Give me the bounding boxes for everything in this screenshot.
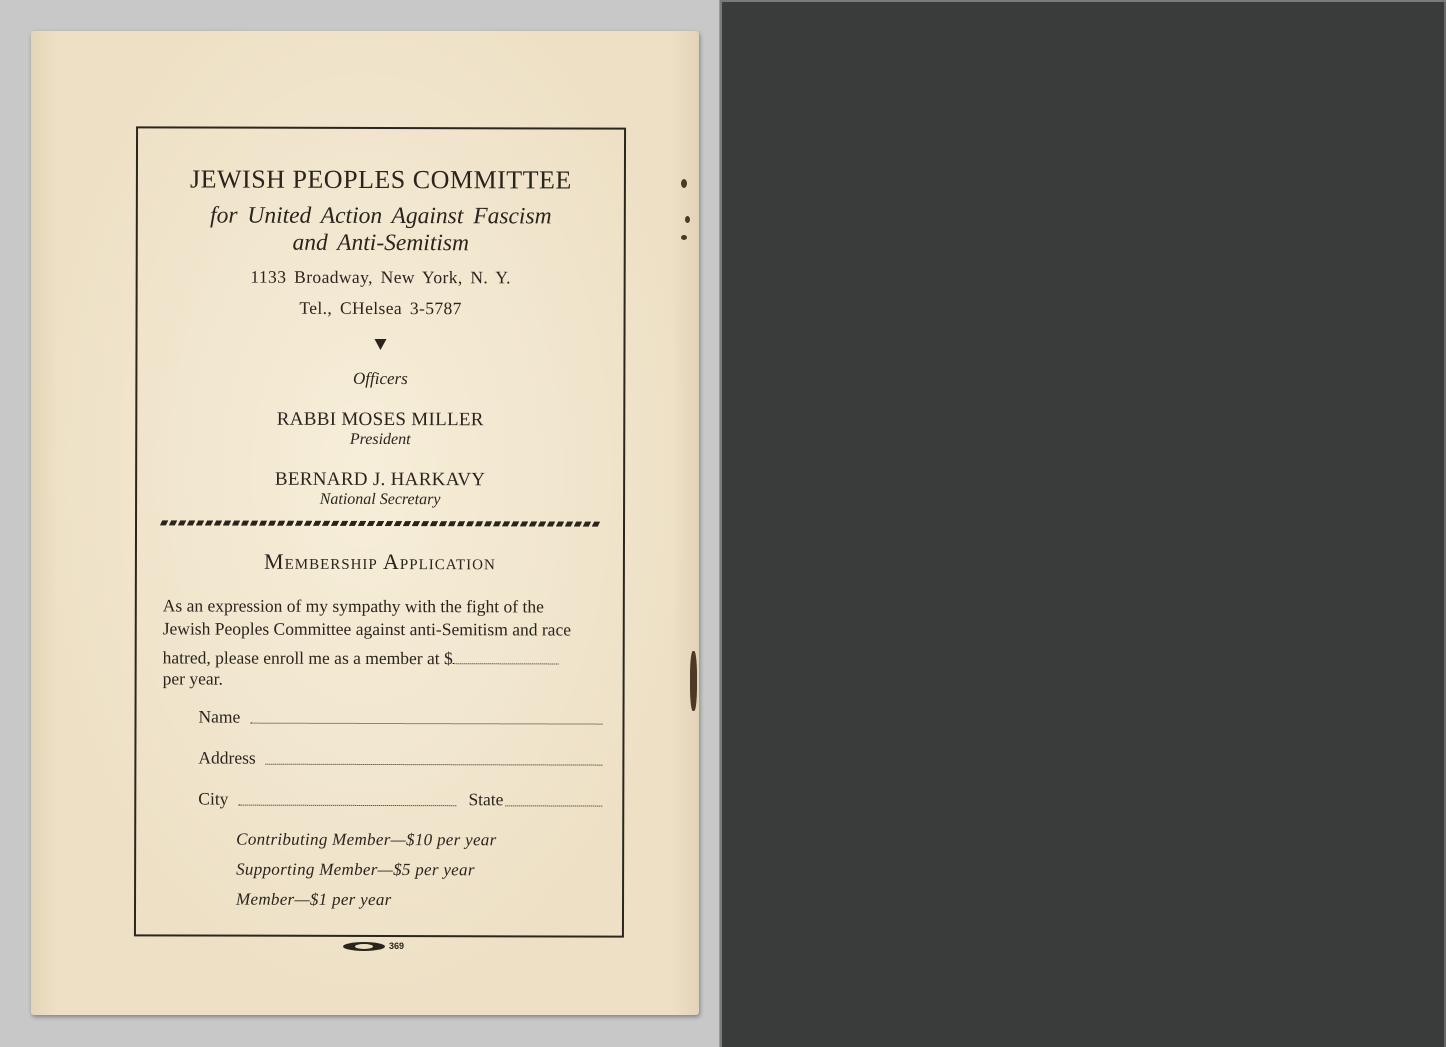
name-blank	[250, 722, 602, 725]
page-number: 369	[389, 941, 405, 951]
city-blank	[238, 804, 456, 807]
form-text-line: As an expression of my sympathy with the fight of the	[162, 595, 544, 617]
organization-title: JEWISH PEOPLES COMMITTEE	[189, 164, 572, 195]
page-view-pane[interactable]	[0, 0, 720, 1047]
form-text-line	[163, 646, 603, 670]
ink-stain	[681, 235, 687, 240]
amount-prompt: hatred, please enroll me as a member at $	[162, 647, 453, 669]
form-text-line: Jewish Peoples Committee against anti-Semitism and race	[162, 618, 572, 640]
address-blank	[266, 763, 603, 766]
name-label: Name	[198, 706, 241, 727]
officer-name-president: RABBI MOSES MILLER	[276, 408, 484, 431]
city-label: City	[198, 788, 229, 809]
form-heading: Membership Application	[263, 548, 496, 575]
membership-tier-contributing: Contributing Member—$10 per year	[236, 829, 497, 850]
document-page	[31, 31, 699, 1015]
ink-stain	[681, 179, 687, 188]
ink-stain	[685, 216, 690, 223]
officers-heading: Officers	[352, 368, 408, 389]
subtitle-line: and Anti-Semitism	[292, 229, 470, 257]
advertisement-box	[134, 126, 626, 937]
state-label: State	[468, 789, 504, 810]
state-blank	[505, 804, 602, 806]
form-body-text	[163, 594, 603, 688]
officer-name-secretary: BERNARD J. HARKAVY	[274, 468, 486, 491]
subtitle-line: for United Action Against Fascism	[210, 202, 552, 230]
empty-page-pane	[720, 0, 1446, 1047]
membership-tier-member: Member—$1 per year	[236, 889, 392, 910]
decorative-divider	[160, 520, 600, 526]
form-text-line: per year.	[162, 668, 223, 689]
page-footer	[343, 941, 404, 951]
address-field	[198, 748, 602, 770]
ink-stain	[690, 651, 697, 711]
organization-telephone: Tel., CHelsea 3-5787	[299, 297, 462, 319]
amount-blank	[453, 651, 559, 664]
address-label: Address	[198, 747, 256, 768]
officer-role-president: President	[349, 430, 411, 449]
organization-address: 1133 Broadway, New York, N. Y.	[250, 266, 511, 288]
union-label-icon	[343, 942, 385, 951]
officer-role-secretary: National Secretary	[319, 490, 441, 509]
name-field	[198, 707, 602, 729]
organization-subtitle	[168, 202, 594, 257]
triangle-ornament-icon	[374, 339, 386, 350]
city-state-field	[198, 789, 602, 811]
membership-tier-supporting: Supporting Member—$5 per year	[236, 859, 475, 880]
